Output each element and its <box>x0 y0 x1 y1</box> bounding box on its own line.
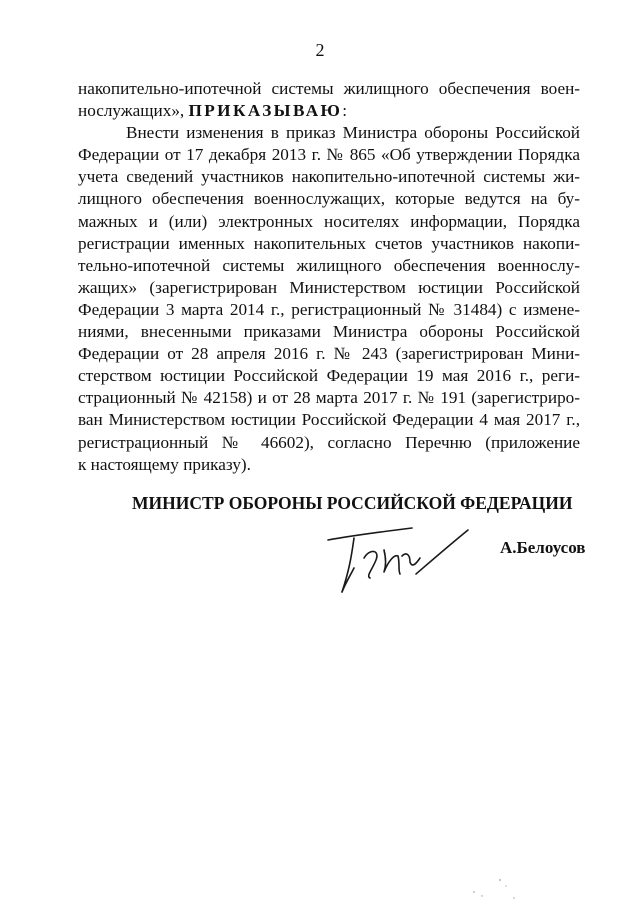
handwritten-signature <box>320 518 480 596</box>
text-line: к настоящему приказу). <box>78 454 251 474</box>
text-line <box>78 100 580 122</box>
text-line: ван Министерством юстиции Российской Федерации 4 мая 2017 г., <box>78 410 580 430</box>
order-keyword: ПРИКАЗЫВАЮ <box>188 101 343 121</box>
text-line: мажных и (или) электронных носителях информации, Порядка <box>78 211 580 231</box>
text-line: страционный № 42158) и от 28 марта 2017 г. № 191 (зарегистриро- <box>78 388 580 408</box>
minister-title: МИНИСТР ОБОРОНЫ РОССИЙСКОЙ ФЕДЕРАЦИИ <box>132 493 573 513</box>
text-fragment: нослужащих», <box>78 101 189 121</box>
text-line: Федерации от 28 апреля 2016 г. № 243 (зарегистрирован Мини- <box>78 344 580 364</box>
text-line: Федерации 3 марта 2014 г., регистрационный № 31484) с измене- <box>78 299 580 319</box>
text-line: Федерации от 17 декабря 2013 г. № 865 «Об утверждении Порядка <box>78 145 580 165</box>
page-number: 2 <box>315 40 325 60</box>
text-fragment: : <box>342 101 348 121</box>
scan-specks <box>470 872 530 902</box>
minister-name: А.Белоусов <box>500 538 586 557</box>
text-line: учета сведений участников накопительно-ипотечной системы жи- <box>78 167 580 187</box>
text-line: ниями, внесенными приказами Министра обороны Российской <box>78 322 580 342</box>
text-line: стерством юстиции Российской Федерации 19 мая 2016 г., реги- <box>78 366 580 386</box>
order-body-text <box>78 78 580 476</box>
text-line: регистрации именных накопительных счетов участников накопи- <box>78 233 580 253</box>
text-line: жащих» (зарегистрирован Министерством юстиции Российской <box>78 277 580 297</box>
text-line: регистрационный № 46602), согласно Перечню (приложение <box>78 432 580 452</box>
text-line: лищного обеспечения военнослужащих, которые ведутся на бу- <box>78 189 580 209</box>
text-line: тельно-ипотечной системы жилищного обеспечения военнослу- <box>78 255 580 275</box>
text-line: Внести изменения в приказ Министра обороны Российской <box>126 123 580 143</box>
text-line: накопительно-ипотечной системы жилищного обеспечения воен- <box>78 79 580 98</box>
